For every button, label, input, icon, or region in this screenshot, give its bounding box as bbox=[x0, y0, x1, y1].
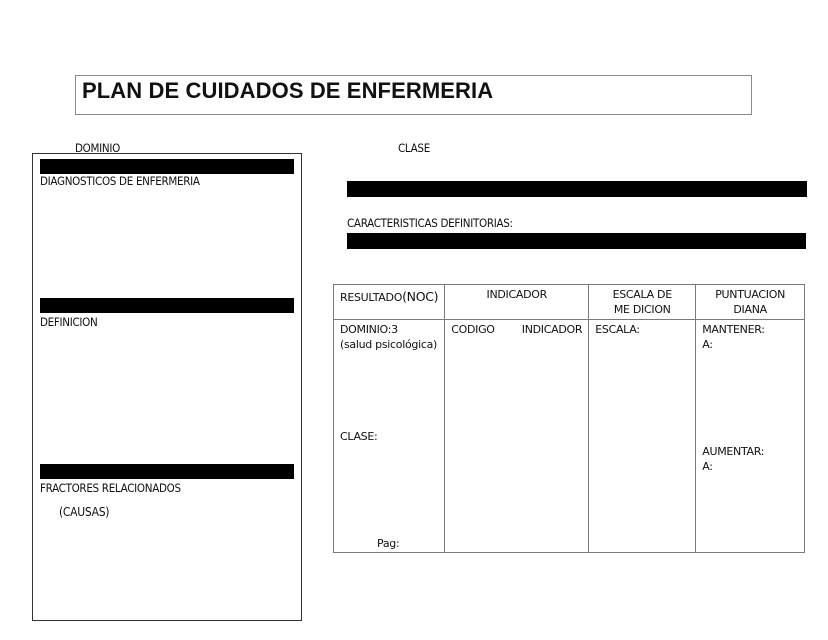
title-box bbox=[75, 75, 752, 115]
definicion-label: DEFINICION bbox=[40, 315, 98, 329]
header-escala: ESCALA DE ME DICION bbox=[589, 285, 696, 320]
mantener-label: MANTENER: bbox=[702, 323, 765, 336]
cell-escala bbox=[589, 320, 696, 553]
escala-label: ESCALA: bbox=[595, 323, 640, 336]
header-resultado: RESULTADO(NOC) bbox=[334, 285, 445, 320]
page-title: PLAN DE CUIDADOS DE ENFERMERIA bbox=[82, 78, 494, 103]
codigo-label: CODIGO bbox=[451, 323, 495, 336]
mantener-a-label: A: bbox=[702, 338, 713, 351]
redacted-bar bbox=[40, 298, 294, 313]
causas-label: (CAUSAS) bbox=[59, 505, 110, 519]
aumentar-label: AUMENTAR: bbox=[702, 445, 765, 458]
cell-resultado bbox=[334, 320, 445, 553]
noc-table bbox=[333, 284, 805, 553]
cell-puntuacion bbox=[696, 320, 805, 553]
pag-value: Pag: bbox=[377, 537, 400, 550]
factores-label: FRACTORES RELACIONADOS bbox=[40, 481, 181, 495]
clase-label: CLASE bbox=[398, 141, 430, 155]
indicador-label: INDICADOR bbox=[521, 323, 583, 336]
redacted-bar bbox=[40, 159, 294, 174]
dominio-value: DOMINIO:3 bbox=[340, 323, 398, 336]
redacted-bar bbox=[347, 181, 807, 197]
dominio-label: DOMINIO bbox=[75, 141, 120, 155]
clase-value: CLASE: bbox=[340, 430, 378, 443]
redacted-bar bbox=[347, 233, 806, 249]
header-puntuacion: PUNTUACION DIANA bbox=[696, 285, 805, 320]
diagnosticos-label: DIAGNOSTICOS DE ENFERMERIA bbox=[40, 174, 200, 188]
table-row bbox=[334, 320, 805, 553]
table-header-row bbox=[334, 285, 805, 320]
redacted-bar bbox=[40, 464, 294, 479]
cell-indicador bbox=[445, 320, 589, 553]
aumentar-a-label: A: bbox=[702, 460, 713, 473]
left-panel bbox=[32, 153, 302, 621]
dominio-desc: (salud psicológica) bbox=[340, 338, 438, 351]
caracteristicas-label: CARACTERISTICAS DEFINITORIAS: bbox=[347, 216, 513, 230]
header-indicador: INDICADOR bbox=[445, 285, 589, 320]
